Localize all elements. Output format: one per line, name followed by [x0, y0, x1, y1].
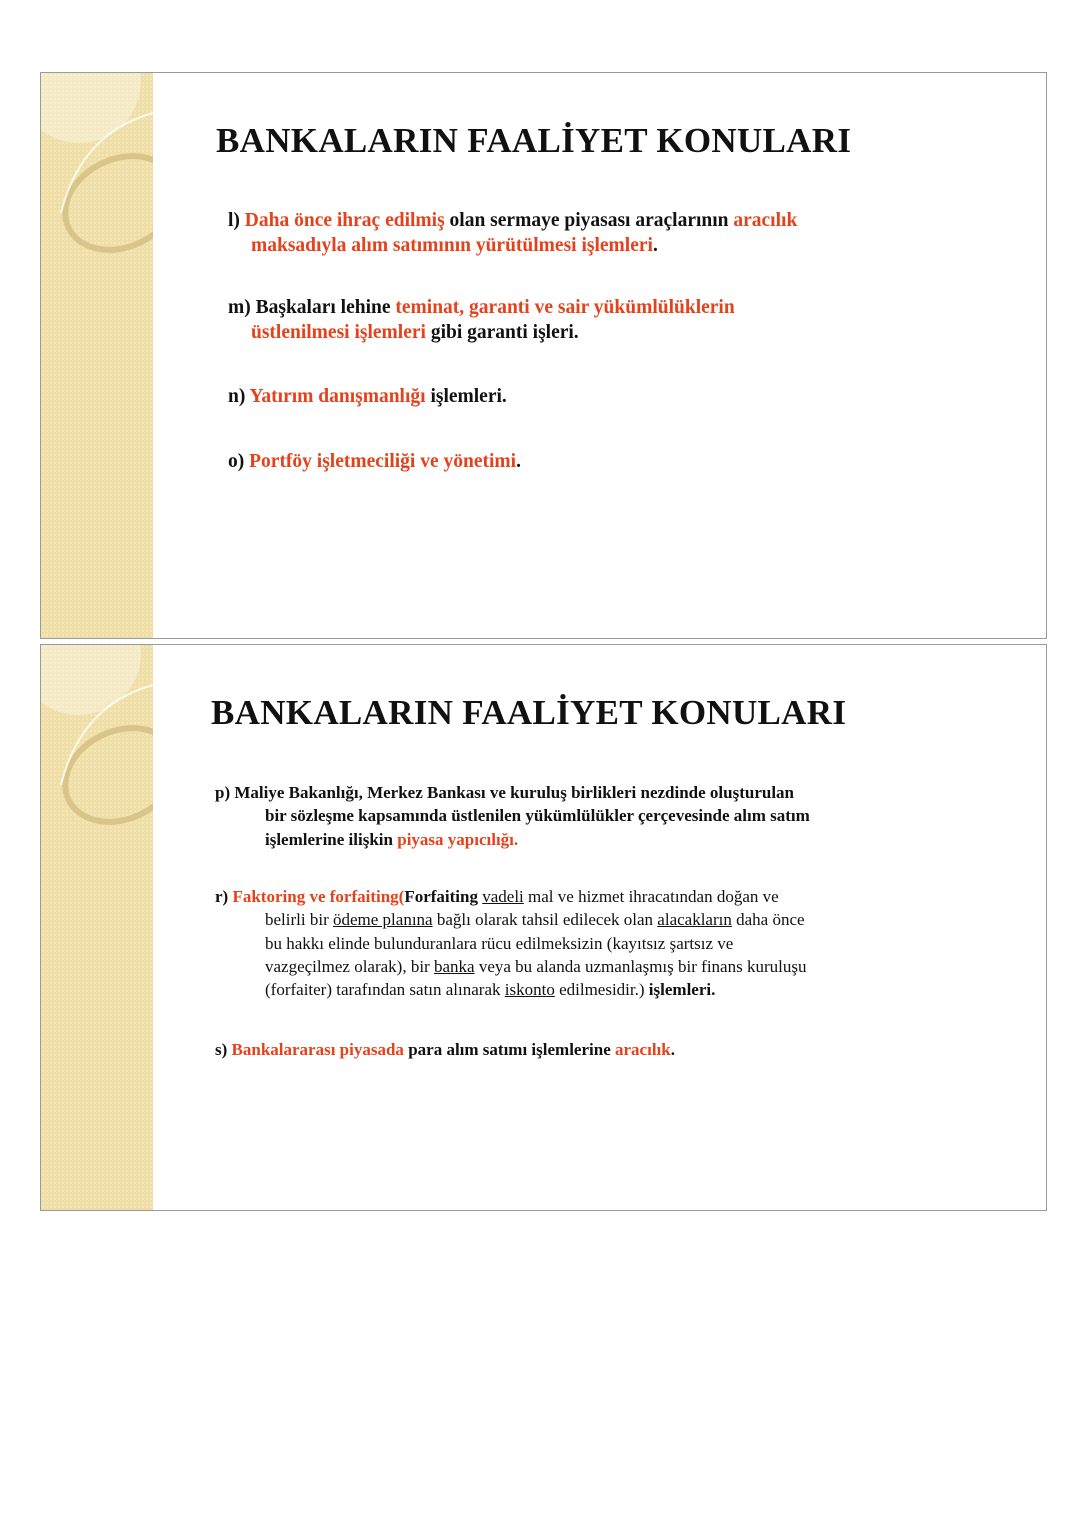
item-n: n) Yatırım danışmanlığı işlemleri.	[228, 386, 507, 407]
slide-title: BANKALARIN FAALİYET KONULARI	[216, 121, 852, 160]
decorative-side-panel	[41, 645, 153, 1210]
slide-1	[40, 72, 1047, 639]
decorative-rings	[41, 73, 153, 639]
item-o: o) Portföy işletmeciliği ve yönetimi.	[228, 451, 521, 472]
item-p: p) Maliye Bakanlığı, Merkez Bankası ve kuruluş birlikleri nezdinde oluşturulan bir sözleşme kapsamında üstlenilen yükümlülükler çerçevesinde alım satım işlemlerine ilişkin piyasa yapıcılığı.	[215, 783, 810, 849]
decorative-side-panel	[41, 73, 153, 638]
item-r: r) Faktoring ve forfaiting(Forfaiting vadeli mal ve hizmet ihracatından doğan ve belirli bir ödeme planına bağlı olarak tahsil edilecek olan alacakların daha önce bu hakkı elinde bulunduranlara rücu edilmeksizin (kayıtsız şartsız ve vazgeçilmez olarak), bir banka veya bu alanda uzmanlaşmış bir finans kuruluşu (forfaiter) tarafından satın alınarak iskonto edilmesidir.) işlemleri.	[215, 887, 807, 1000]
item-m: m) Başkaları lehine teminat, garanti ve sair yükümlülüklerin üstlenilmesi işlemleri gibi garanti işleri.	[228, 297, 735, 343]
item-s: s) Bankalararası piyasada para alım satımı işlemlerine aracılık.	[215, 1040, 675, 1059]
item-l: l) Daha önce ihraç edilmiş olan sermaye piyasası araçlarının aracılık maksadıyla alım satımının yürütülmesi işlemleri.	[228, 210, 798, 256]
decorative-rings	[41, 645, 153, 1211]
slide-title: BANKALARIN FAALİYET KONULARI	[211, 693, 847, 732]
slide-2	[40, 644, 1047, 1211]
